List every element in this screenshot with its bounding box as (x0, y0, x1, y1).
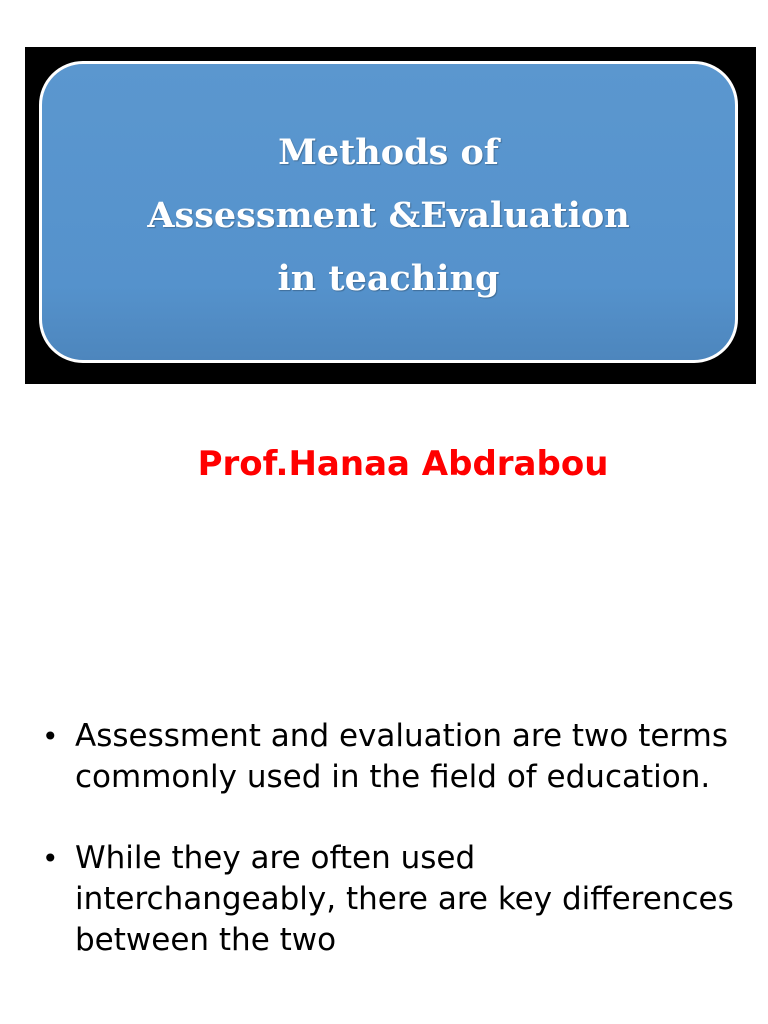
author-name: Prof.Hanaa Abdrabou (197, 444, 609, 484)
title-line-1: Methods of (278, 131, 499, 173)
title-box (39, 61, 738, 363)
bullet-icon: • (42, 842, 59, 875)
bullet-text-2: While they are often used interchangeably, there are key differences between the two (75, 840, 734, 958)
title-line-3: in teaching (277, 257, 500, 299)
bullet-item-1 (42, 716, 742, 798)
bullet-list (42, 716, 742, 1001)
bullet-text-1: Assessment and evaluation are two terms commonly used in the field of education. (75, 718, 728, 795)
bullet-icon: • (42, 720, 59, 753)
title-slide (25, 47, 756, 384)
title-line-2: Assessment &Evaluation (147, 194, 630, 236)
bullet-item-2 (42, 838, 742, 961)
